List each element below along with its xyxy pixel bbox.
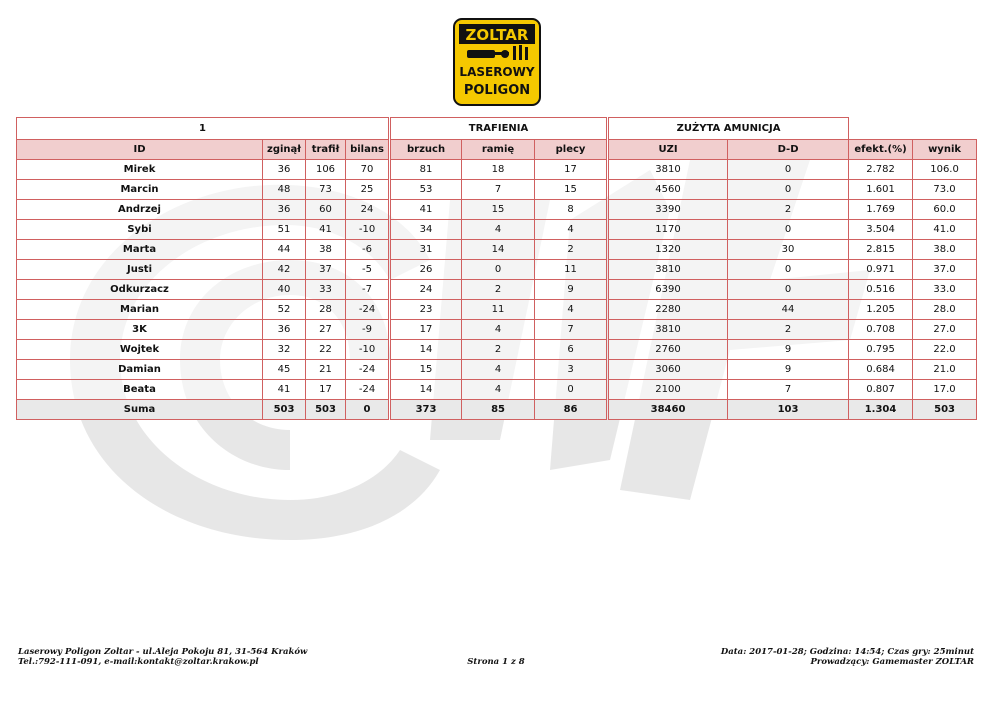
table-row — [17, 220, 977, 240]
table-cell: 2 — [728, 200, 849, 220]
table-cell: 0 — [728, 160, 849, 180]
table-cell: 40 — [263, 280, 306, 300]
table-cell: 0.971 — [849, 260, 913, 280]
table-cell: -10 — [346, 220, 390, 240]
table-cell: 21.0 — [913, 360, 977, 380]
table-cell: 4 — [462, 320, 535, 340]
table-cell: 11 — [462, 300, 535, 320]
table-cell: 503 — [913, 400, 977, 420]
table-cell: 41.0 — [913, 220, 977, 240]
table-cell: 22.0 — [913, 340, 977, 360]
table-cell: 0 — [728, 280, 849, 300]
table-cell: 503 — [263, 400, 306, 420]
table-cell: 0 — [346, 400, 390, 420]
table-cell: 38460 — [608, 400, 728, 420]
table-cell: 6 — [535, 340, 608, 360]
table-cell: -6 — [346, 240, 390, 260]
table-cell: 27 — [306, 320, 346, 340]
table-cell: 36 — [263, 320, 306, 340]
table-cell: 0 — [535, 380, 608, 400]
group-team: 1 — [17, 118, 390, 140]
column-header: UZI — [608, 140, 728, 160]
footer-page-number: Strona 1 z 8 — [467, 657, 525, 667]
table-cell: 86 — [535, 400, 608, 420]
player-name-cell: Marcin — [17, 180, 263, 200]
table-row — [17, 280, 977, 300]
table-cell: 28 — [306, 300, 346, 320]
table-cell: 45 — [263, 360, 306, 380]
player-name-cell: Marian — [17, 300, 263, 320]
table-cell: 81 — [390, 160, 462, 180]
table-cell: 9 — [728, 340, 849, 360]
table-row — [17, 160, 977, 180]
table-cell: 2 — [462, 340, 535, 360]
table-cell: 42 — [263, 260, 306, 280]
table-cell: 70 — [346, 160, 390, 180]
column-header: ramię — [462, 140, 535, 160]
group-ammo: ZUŻYTA AMUNICJA — [608, 118, 849, 140]
table-row — [17, 240, 977, 260]
table-cell: -5 — [346, 260, 390, 280]
table-cell: 53 — [390, 180, 462, 200]
table-row — [17, 260, 977, 280]
column-header: wynik — [913, 140, 977, 160]
table-cell: 22 — [306, 340, 346, 360]
table-cell: 2.782 — [849, 160, 913, 180]
table-cell: 4 — [462, 220, 535, 240]
table-cell: 24 — [346, 200, 390, 220]
table-cell: 4560 — [608, 180, 728, 200]
table-cell: 3 — [535, 360, 608, 380]
player-name-cell: Sybi — [17, 220, 263, 240]
table-cell: 3810 — [608, 320, 728, 340]
table-cell: 1320 — [608, 240, 728, 260]
table-cell: 27.0 — [913, 320, 977, 340]
zoltar-logo — [453, 18, 541, 106]
table-cell: 0 — [728, 260, 849, 280]
table-row — [17, 380, 977, 400]
table-cell: -7 — [346, 280, 390, 300]
table-body — [17, 160, 977, 420]
table-cell: 4 — [535, 220, 608, 240]
logo-line2: LASEROWY — [459, 65, 535, 79]
column-header: efekt.(%) — [849, 140, 913, 160]
table-row — [17, 360, 977, 380]
table-cell: 17 — [390, 320, 462, 340]
table-row — [17, 320, 977, 340]
table-cell: 26 — [390, 260, 462, 280]
table-cell: 373 — [390, 400, 462, 420]
table-cell: 48 — [263, 180, 306, 200]
table-cell: -9 — [346, 320, 390, 340]
table-cell: 4 — [462, 360, 535, 380]
table-cell: 2 — [535, 240, 608, 260]
table-cell: 11 — [535, 260, 608, 280]
table-cell: 3810 — [608, 260, 728, 280]
table-cell: 44 — [728, 300, 849, 320]
table-cell: 60.0 — [913, 200, 977, 220]
table-cell: 15 — [390, 360, 462, 380]
table-cell: 21 — [306, 360, 346, 380]
table-cell: 18 — [462, 160, 535, 180]
table-cell: 14 — [390, 340, 462, 360]
table-cell: 52 — [263, 300, 306, 320]
table-cell: 30 — [728, 240, 849, 260]
logo-title: ZOLTAR — [465, 26, 529, 44]
table-cell: 2760 — [608, 340, 728, 360]
table-cell: 38 — [306, 240, 346, 260]
player-name-cell: Justi — [17, 260, 263, 280]
table-cell: 41 — [390, 200, 462, 220]
table-cell: 1.769 — [849, 200, 913, 220]
table-cell: 73.0 — [913, 180, 977, 200]
column-header: D-D — [728, 140, 849, 160]
table-cell: 51 — [263, 220, 306, 240]
player-name-cell: Suma — [17, 400, 263, 420]
table-cell: 8 — [535, 200, 608, 220]
table-cell: 3060 — [608, 360, 728, 380]
table-cell: -10 — [346, 340, 390, 360]
table-cell: 3810 — [608, 160, 728, 180]
table-cell: 0 — [728, 180, 849, 200]
table-cell: 503 — [306, 400, 346, 420]
table-row — [17, 340, 977, 360]
table-cell: 34 — [390, 220, 462, 240]
group-blank — [849, 118, 977, 140]
table-cell: 36 — [263, 160, 306, 180]
table-cell: 41 — [306, 220, 346, 240]
table-cell: 106.0 — [913, 160, 977, 180]
table-cell: 9 — [535, 280, 608, 300]
player-name-cell: Odkurzacz — [17, 280, 263, 300]
column-header: plecy — [535, 140, 608, 160]
results-table — [16, 117, 977, 420]
table-cell: 25 — [346, 180, 390, 200]
table-cell: 2280 — [608, 300, 728, 320]
player-name-cell: Damian — [17, 360, 263, 380]
table-cell: 9 — [728, 360, 849, 380]
player-name-cell: Marta — [17, 240, 263, 260]
table-cell: 6390 — [608, 280, 728, 300]
column-header-row — [17, 140, 977, 160]
table-row — [17, 300, 977, 320]
table-row — [17, 200, 977, 220]
table-cell: 17 — [535, 160, 608, 180]
table-cell: 7 — [728, 380, 849, 400]
table-cell: 0 — [462, 260, 535, 280]
table-cell: 0.807 — [849, 380, 913, 400]
footer-contact: Tel.:792-111-091, e-mail:kontakt@zoltar.krakow.pl — [18, 657, 259, 667]
column-header: zginął — [263, 140, 306, 160]
table-cell: 28.0 — [913, 300, 977, 320]
group-hits: TRAFIENIA — [390, 118, 608, 140]
table-cell: 14 — [462, 240, 535, 260]
table-cell: -24 — [346, 380, 390, 400]
table-cell: 1.304 — [849, 400, 913, 420]
table-cell: 32 — [263, 340, 306, 360]
table-cell: 2100 — [608, 380, 728, 400]
table-cell: 103 — [728, 400, 849, 420]
player-name-cell: Mirek — [17, 160, 263, 180]
table-cell: 36 — [263, 200, 306, 220]
table-cell: 38.0 — [913, 240, 977, 260]
table-cell: 44 — [263, 240, 306, 260]
table-cell: 7 — [535, 320, 608, 340]
column-header: brzuch — [390, 140, 462, 160]
footer-address: Laserowy Poligon Zoltar - ul.Aleja Pokoju 81, 31-564 Kraków — [18, 647, 308, 657]
table-cell: 85 — [462, 400, 535, 420]
table-cell: 33 — [306, 280, 346, 300]
table-cell: -24 — [346, 300, 390, 320]
table-cell: 1.205 — [849, 300, 913, 320]
table-cell: 23 — [390, 300, 462, 320]
table-cell: 60 — [306, 200, 346, 220]
table-cell: 3.504 — [849, 220, 913, 240]
table-cell: 1.601 — [849, 180, 913, 200]
table-cell: 41 — [263, 380, 306, 400]
table-cell: 37 — [306, 260, 346, 280]
table-cell: 37.0 — [913, 260, 977, 280]
table-cell: 73 — [306, 180, 346, 200]
column-header: trafił — [306, 140, 346, 160]
table-cell: 0.516 — [849, 280, 913, 300]
table-cell: 17.0 — [913, 380, 977, 400]
table-cell: 2 — [462, 280, 535, 300]
table-cell: 7 — [462, 180, 535, 200]
table-cell: 3390 — [608, 200, 728, 220]
table-cell: 15 — [462, 200, 535, 220]
table-cell: 17 — [306, 380, 346, 400]
table-cell: 24 — [390, 280, 462, 300]
table-cell: 0 — [728, 220, 849, 240]
table-cell: 1170 — [608, 220, 728, 240]
player-name-cell: Wojtek — [17, 340, 263, 360]
footer-host: Prowadzący: Gamemaster ZOLTAR — [810, 657, 974, 667]
table-cell: 0.684 — [849, 360, 913, 380]
table-cell: 4 — [535, 300, 608, 320]
player-name-cell: Andrzej — [17, 200, 263, 220]
logo-line3: POLIGON — [463, 83, 531, 98]
table-cell: 2.815 — [849, 240, 913, 260]
footer-datetime: Data: 2017-01-28; Godzina: 14:54; Czas gry: 25minut — [720, 647, 974, 657]
footer-info-block — [721, 647, 974, 667]
table-cell: 33.0 — [913, 280, 977, 300]
table-cell: 4 — [462, 380, 535, 400]
table-cell: 14 — [390, 380, 462, 400]
table-cell: -24 — [346, 360, 390, 380]
sum-row — [17, 400, 977, 420]
player-name-cell: 3K — [17, 320, 263, 340]
table-cell: 0.795 — [849, 340, 913, 360]
table-cell: 15 — [535, 180, 608, 200]
player-name-cell: Beata — [17, 380, 263, 400]
table-cell: 0.708 — [849, 320, 913, 340]
group-header-row — [17, 118, 977, 140]
table-row — [17, 180, 977, 200]
column-header: ID — [17, 140, 263, 160]
table-cell: 106 — [306, 160, 346, 180]
column-header: bilans — [346, 140, 390, 160]
table-cell: 2 — [728, 320, 849, 340]
table-cell: 31 — [390, 240, 462, 260]
